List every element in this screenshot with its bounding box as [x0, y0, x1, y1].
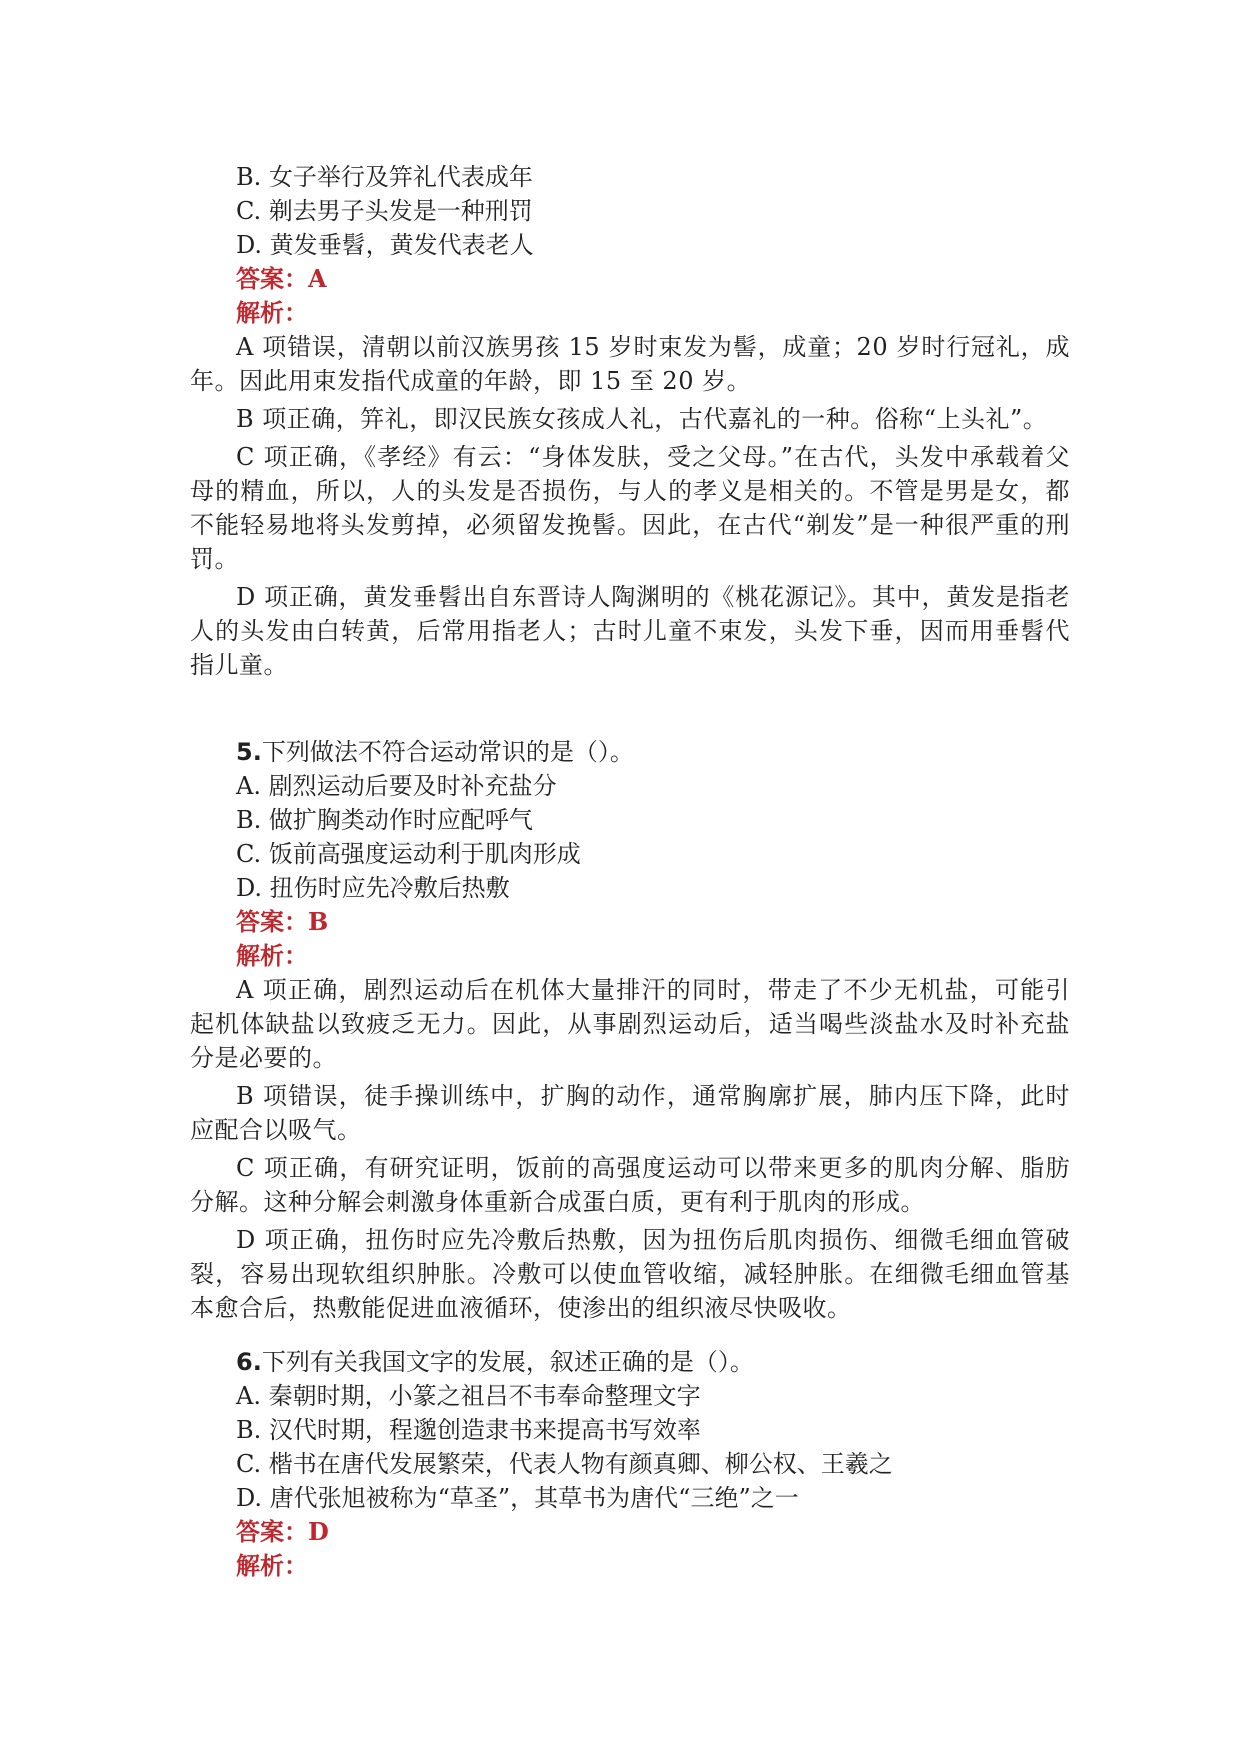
analysis-paragraph: B 项正确，笄礼，即汉民族女孩成人礼，古代嘉礼的一种。俗称“上头礼”。 — [236, 405, 1048, 433]
question-number: 5. — [236, 738, 262, 766]
option-d: D. 扭伤时应先冷敷后热敷 — [236, 874, 510, 902]
question-6 — [190, 1345, 1070, 1583]
answer: 答案：D — [236, 1517, 329, 1546]
analysis-paragraph: B 项错误，徒手操训练中，扩胸的动作，通常胸廓扩展，肺内压下降，此时应配合以吸气。 — [190, 1082, 1070, 1144]
option-b: B. 汉代时期，程邈创造隶书来提高书写效率 — [236, 1416, 701, 1444]
option-a: A. 秦朝时期，小篆之祖吕不韦奉命整理文字 — [236, 1382, 701, 1410]
question-number: 6. — [236, 1348, 262, 1376]
question-text: 下列做法不符合运动常识的是（）。 — [261, 738, 634, 766]
answer: 答案：A — [236, 264, 327, 293]
analysis-label: 解析： — [236, 941, 308, 970]
analysis-paragraph: C 项正确，《孝经》有云：“身体发肤，受之父母。”在古代，头发中承载着父母的精血，所以，人的头发是否损伤，与人的孝义是相关的。不管是男是女，都不能轻易地将头发剪掉，必须留发挽髻。因此，在古代“剃发”是一种很严重的刑罚。 — [190, 443, 1070, 573]
question-5 — [190, 735, 1070, 1329]
option-c: C. 剃去男子头发是一种刑罚 — [236, 197, 533, 225]
analysis-paragraph: A 项正确，剧烈运动后在机体大量排汗的同时，带走了不少无机盐，可能引起机体缺盐以致疲乏无力。因此，从事剧烈运动后，适当喝些淡盐水及时补充盐分是必要的。 — [190, 976, 1070, 1072]
analysis-paragraph: C 项正确，有研究证明，饭前的高强度运动可以带来更多的肌肉分解、脂肪分解。这种分解会刺激身体重新合成蛋白质，更有利于肌肉的形成。 — [190, 1154, 1070, 1216]
analysis-paragraph: D 项正确，扭伤时应先冷敷后热敷，因为扭伤后肌肉损伤、细微毛细血管破裂，容易出现软组织肿胀。冷敷可以使血管收缩，减轻肿胀。在细微毛细血管基本愈合后，热敷能促进血液循环，使渗出的组织液尽快吸收。 — [190, 1226, 1070, 1322]
option-d: D. 黄发垂髫，黄发代表老人 — [236, 231, 534, 259]
analysis-label: 解析： — [236, 1551, 308, 1580]
question-text: 下列有关我国文字的发展，叙述正确的是（）。 — [261, 1348, 754, 1376]
option-b: B. 女子举行及笄礼代表成年 — [236, 163, 533, 191]
analysis-paragraph: D 项正确，黄发垂髫出自东晋诗人陶渊明的《桃花源记》。其中，黄发是指老人的头发由白转黄，后常用指老人；古时儿童不束发，头发下垂，因而用垂髫代指儿童。 — [190, 583, 1070, 679]
option-d: D. 唐代张旭被称为“草圣”，其草书为唐代“三绝”之一 — [236, 1484, 799, 1512]
question-4-continued — [190, 160, 1070, 686]
option-c: C. 楷书在唐代发展繁荣，代表人物有颜真卿、柳公权、王羲之 — [236, 1450, 893, 1478]
question-stem — [190, 735, 1070, 769]
analysis-label: 解析： — [236, 298, 308, 327]
answer: 答案：B — [236, 907, 329, 936]
analysis-paragraph: A 项错误，清朝以前汉族男孩 15 岁时束发为髻，成童；20 岁时行冠礼，成年。因此用束发指代成童的年龄，即 15 至 20 岁。 — [190, 333, 1070, 395]
question-stem — [190, 1345, 1070, 1379]
option-c: C. 饭前高强度运动利于肌肉形成 — [236, 840, 581, 868]
option-b: B. 做扩胸类动作时应配呼气 — [236, 806, 533, 834]
option-a: A. 剧烈运动后要及时补充盐分 — [236, 772, 557, 800]
